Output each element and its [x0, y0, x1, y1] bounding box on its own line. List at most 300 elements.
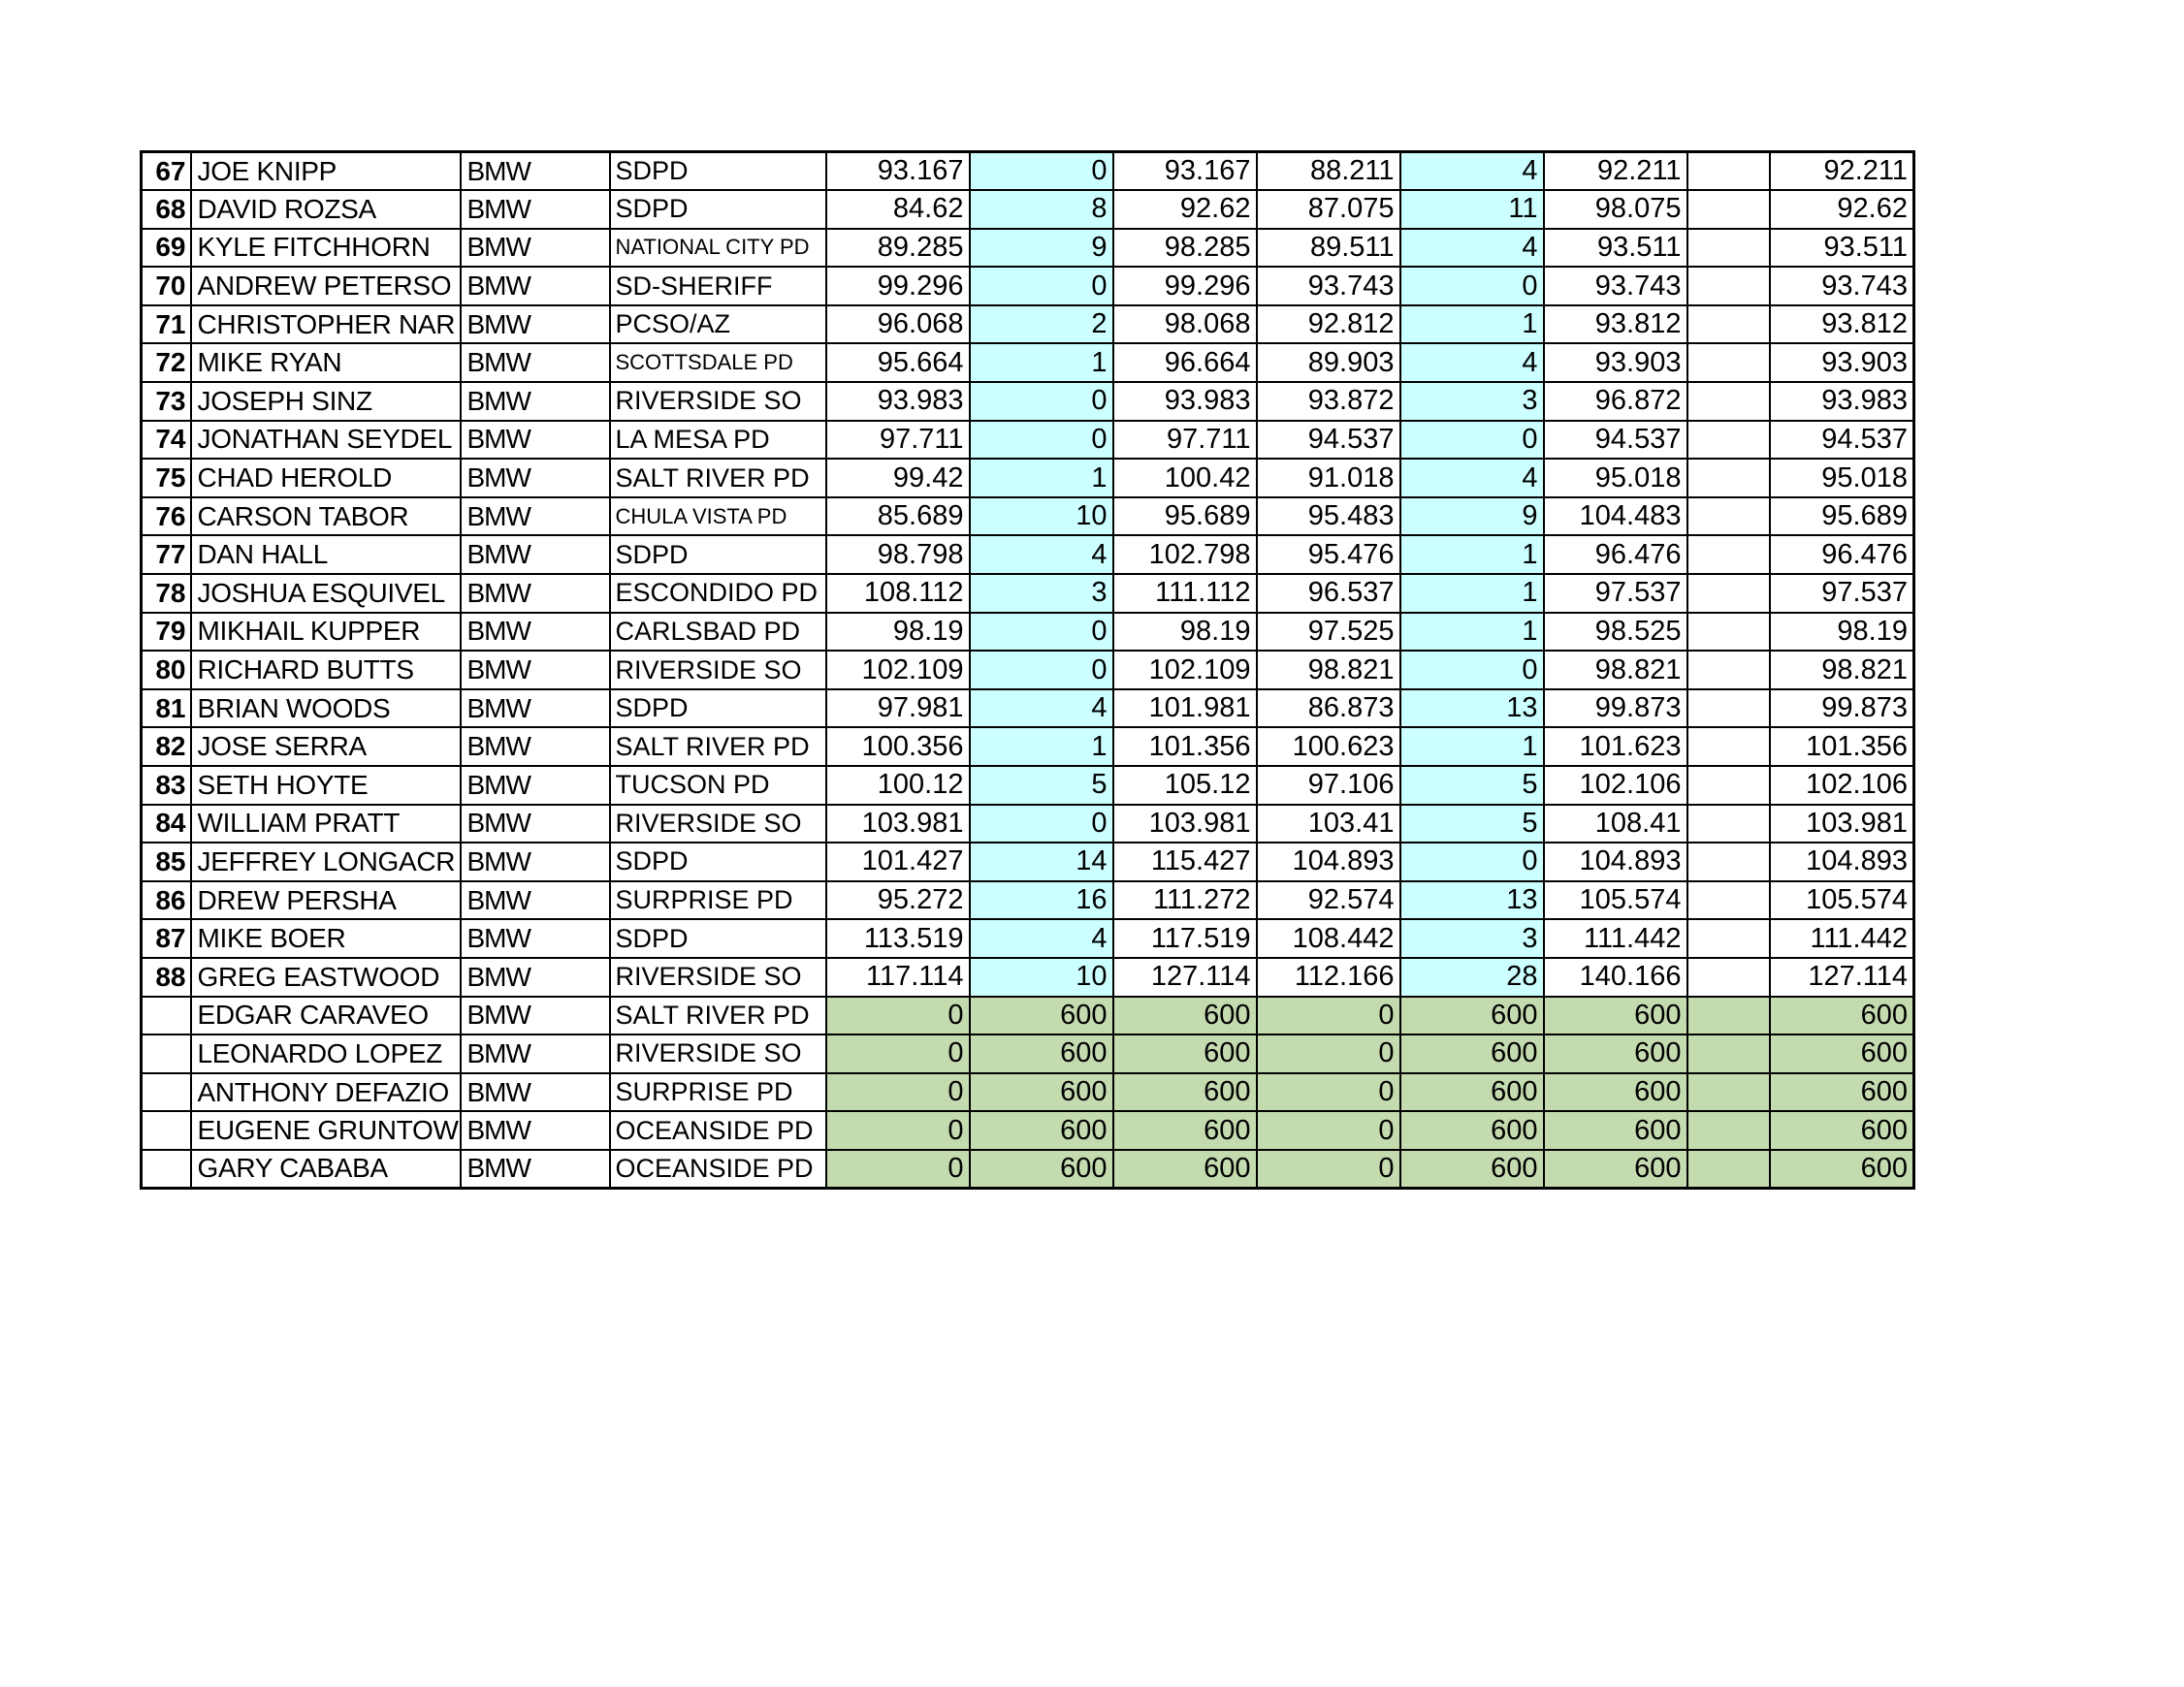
run2-time-cell: 89.511 — [1257, 229, 1400, 268]
motorcycle-make-cell: BMW — [461, 459, 610, 497]
run2-penalty-cell: 600 — [1400, 997, 1544, 1035]
run1-penalty-cell: 16 — [970, 881, 1113, 920]
run2-time-cell: 89.903 — [1257, 343, 1400, 382]
blank-cell — [1687, 267, 1770, 305]
agency-cell: SCOTTSDALE PD — [610, 343, 826, 382]
run1-total-cell: 111.112 — [1113, 574, 1257, 613]
run1-time-cell: 85.689 — [826, 497, 970, 536]
rider-name-cell: CHAD HEROLD — [191, 459, 461, 497]
rank-cell: 81 — [142, 689, 191, 728]
run1-time-cell: 98.798 — [826, 535, 970, 574]
table-row — [142, 651, 1914, 689]
run1-time-cell: 98.19 — [826, 613, 970, 652]
table-row — [142, 152, 1914, 191]
run1-time-cell: 95.272 — [826, 881, 970, 920]
results-table-body — [142, 152, 1914, 1189]
run2-time-cell: 0 — [1257, 1034, 1400, 1073]
run1-total-cell: 117.519 — [1113, 919, 1257, 958]
agency-cell: TUCSON PD — [610, 766, 826, 805]
run1-total-cell: 95.689 — [1113, 497, 1257, 536]
motorcycle-make-cell: BMW — [461, 574, 610, 613]
run1-time-cell: 84.62 — [826, 190, 970, 229]
run1-total-cell: 105.12 — [1113, 766, 1257, 805]
agency-cell: SALT RIVER PD — [610, 727, 826, 766]
motorcycle-make-cell: BMW — [461, 805, 610, 844]
run1-time-cell: 101.427 — [826, 843, 970, 881]
run1-time-cell: 97.981 — [826, 689, 970, 728]
blank-cell — [1687, 535, 1770, 574]
run2-time-cell: 87.075 — [1257, 190, 1400, 229]
rank-cell: 83 — [142, 766, 191, 805]
best-time-cell: 102.106 — [1770, 766, 1914, 805]
best-time-cell: 92.62 — [1770, 190, 1914, 229]
agency-cell: RIVERSIDE SO — [610, 651, 826, 689]
run2-penalty-cell: 0 — [1400, 421, 1544, 460]
blank-cell — [1687, 613, 1770, 652]
table-row — [142, 305, 1914, 344]
run2-time-cell: 95.483 — [1257, 497, 1400, 536]
motorcycle-make-cell: BMW — [461, 305, 610, 344]
run1-total-cell: 98.19 — [1113, 613, 1257, 652]
run1-time-cell: 96.068 — [826, 305, 970, 344]
motorcycle-make-cell: BMW — [461, 843, 610, 881]
run2-penalty-cell: 600 — [1400, 1073, 1544, 1112]
run1-penalty-cell: 0 — [970, 152, 1113, 191]
rider-name-cell: ANTHONY DEFAZIO — [191, 1073, 461, 1112]
run1-time-cell: 93.983 — [826, 382, 970, 421]
run1-total-cell: 98.285 — [1113, 229, 1257, 268]
motorcycle-make-cell: BMW — [461, 421, 610, 460]
best-time-cell: 127.114 — [1770, 958, 1914, 997]
run1-penalty-cell: 600 — [970, 1073, 1113, 1112]
run2-total-cell: 95.018 — [1544, 459, 1687, 497]
rank-cell: 78 — [142, 574, 191, 613]
agency-cell: RIVERSIDE SO — [610, 1034, 826, 1073]
run1-time-cell: 103.981 — [826, 805, 970, 844]
run2-penalty-cell: 600 — [1400, 1034, 1544, 1073]
rank-cell: 73 — [142, 382, 191, 421]
motorcycle-make-cell: BMW — [461, 1073, 610, 1112]
table-row — [142, 459, 1914, 497]
run2-time-cell: 0 — [1257, 1073, 1400, 1112]
rider-name-cell: CHRISTOPHER NAR — [191, 305, 461, 344]
run2-time-cell: 93.872 — [1257, 382, 1400, 421]
blank-cell — [1687, 958, 1770, 997]
agency-cell: SURPRISE PD — [610, 881, 826, 920]
run1-penalty-cell: 0 — [970, 651, 1113, 689]
run2-time-cell: 97.106 — [1257, 766, 1400, 805]
run1-total-cell: 93.167 — [1113, 152, 1257, 191]
run2-penalty-cell: 1 — [1400, 727, 1544, 766]
run1-total-cell: 600 — [1113, 1073, 1257, 1112]
agency-cell: RIVERSIDE SO — [610, 958, 826, 997]
rider-name-cell: JEFFREY LONGACR — [191, 843, 461, 881]
run2-penalty-cell: 9 — [1400, 497, 1544, 536]
agency-cell: RIVERSIDE SO — [610, 382, 826, 421]
motorcycle-make-cell: BMW — [461, 152, 610, 191]
blank-cell — [1687, 459, 1770, 497]
table-row — [142, 613, 1914, 652]
run1-penalty-cell: 10 — [970, 958, 1113, 997]
rider-name-cell: CARSON TABOR — [191, 497, 461, 536]
motorcycle-make-cell: BMW — [461, 1150, 610, 1189]
run2-time-cell: 88.211 — [1257, 152, 1400, 191]
run2-penalty-cell: 1 — [1400, 613, 1544, 652]
agency-cell: SD-SHERIFF — [610, 267, 826, 305]
run2-time-cell: 98.821 — [1257, 651, 1400, 689]
best-time-cell: 99.873 — [1770, 689, 1914, 728]
run2-penalty-cell: 4 — [1400, 459, 1544, 497]
rider-name-cell: EDGAR CARAVEO — [191, 997, 461, 1035]
run1-penalty-cell: 1 — [970, 727, 1113, 766]
run2-total-cell: 108.41 — [1544, 805, 1687, 844]
run2-total-cell: 92.211 — [1544, 152, 1687, 191]
run1-penalty-cell: 4 — [970, 919, 1113, 958]
run1-penalty-cell: 5 — [970, 766, 1113, 805]
rank-cell — [142, 997, 191, 1035]
blank-cell — [1687, 727, 1770, 766]
run1-time-cell: 0 — [826, 997, 970, 1035]
run1-time-cell: 99.42 — [826, 459, 970, 497]
best-time-cell: 101.356 — [1770, 727, 1914, 766]
best-time-cell: 93.903 — [1770, 343, 1914, 382]
run2-total-cell: 96.872 — [1544, 382, 1687, 421]
rider-name-cell: ANDREW PETERSO — [191, 267, 461, 305]
run2-penalty-cell: 4 — [1400, 343, 1544, 382]
table-row — [142, 1073, 1914, 1112]
rider-name-cell: SETH HOYTE — [191, 766, 461, 805]
run2-penalty-cell: 5 — [1400, 805, 1544, 844]
blank-cell — [1687, 1150, 1770, 1189]
motorcycle-make-cell: BMW — [461, 689, 610, 728]
blank-cell — [1687, 152, 1770, 191]
run2-total-cell: 93.903 — [1544, 343, 1687, 382]
run2-penalty-cell: 0 — [1400, 843, 1544, 881]
rider-name-cell: JONATHAN SEYDEL — [191, 421, 461, 460]
run2-penalty-cell: 13 — [1400, 689, 1544, 728]
rider-name-cell: MIKHAIL KUPPER — [191, 613, 461, 652]
rank-cell: 68 — [142, 190, 191, 229]
run2-time-cell: 94.537 — [1257, 421, 1400, 460]
run1-total-cell: 93.983 — [1113, 382, 1257, 421]
table-row — [142, 421, 1914, 460]
run2-penalty-cell: 28 — [1400, 958, 1544, 997]
run1-time-cell: 0 — [826, 1111, 970, 1150]
best-time-cell: 104.893 — [1770, 843, 1914, 881]
best-time-cell: 103.981 — [1770, 805, 1914, 844]
table-row — [142, 1111, 1914, 1150]
rank-cell: 77 — [142, 535, 191, 574]
motorcycle-make-cell: BMW — [461, 267, 610, 305]
blank-cell — [1687, 305, 1770, 344]
rider-name-cell: DREW PERSHA — [191, 881, 461, 920]
run2-penalty-cell: 600 — [1400, 1150, 1544, 1189]
run2-total-cell: 94.537 — [1544, 421, 1687, 460]
run2-total-cell: 600 — [1544, 1034, 1687, 1073]
blank-cell — [1687, 1111, 1770, 1150]
run1-total-cell: 115.427 — [1113, 843, 1257, 881]
run1-total-cell: 101.981 — [1113, 689, 1257, 728]
run1-time-cell: 93.167 — [826, 152, 970, 191]
run1-penalty-cell: 2 — [970, 305, 1113, 344]
blank-cell — [1687, 574, 1770, 613]
run1-time-cell: 95.664 — [826, 343, 970, 382]
run1-total-cell: 92.62 — [1113, 190, 1257, 229]
run1-penalty-cell: 0 — [970, 267, 1113, 305]
best-time-cell: 92.211 — [1770, 152, 1914, 191]
rank-cell — [142, 1150, 191, 1189]
run2-penalty-cell: 600 — [1400, 1111, 1544, 1150]
run2-penalty-cell: 1 — [1400, 535, 1544, 574]
rank-cell: 69 — [142, 229, 191, 268]
run2-penalty-cell: 1 — [1400, 305, 1544, 344]
rank-cell — [142, 1034, 191, 1073]
run1-time-cell: 100.12 — [826, 766, 970, 805]
run2-total-cell: 140.166 — [1544, 958, 1687, 997]
run1-total-cell: 99.296 — [1113, 267, 1257, 305]
motorcycle-make-cell: BMW — [461, 997, 610, 1035]
rider-name-cell: BRIAN WOODS — [191, 689, 461, 728]
rank-cell: 85 — [142, 843, 191, 881]
run1-penalty-cell: 0 — [970, 421, 1113, 460]
run1-time-cell: 99.296 — [826, 267, 970, 305]
best-time-cell: 600 — [1770, 1073, 1914, 1112]
run2-penalty-cell: 0 — [1400, 267, 1544, 305]
best-time-cell: 600 — [1770, 997, 1914, 1035]
table-row — [142, 190, 1914, 229]
rank-cell: 75 — [142, 459, 191, 497]
run1-time-cell: 0 — [826, 1150, 970, 1189]
run1-penalty-cell: 3 — [970, 574, 1113, 613]
run2-time-cell: 97.525 — [1257, 613, 1400, 652]
motorcycle-make-cell: BMW — [461, 727, 610, 766]
table-row — [142, 267, 1914, 305]
run1-total-cell: 101.356 — [1113, 727, 1257, 766]
run2-total-cell: 97.537 — [1544, 574, 1687, 613]
motorcycle-make-cell: BMW — [461, 229, 610, 268]
run1-total-cell: 103.981 — [1113, 805, 1257, 844]
blank-cell — [1687, 421, 1770, 460]
run1-time-cell: 100.356 — [826, 727, 970, 766]
run1-total-cell: 600 — [1113, 1111, 1257, 1150]
rider-name-cell: JOSHUA ESQUIVEL — [191, 574, 461, 613]
blank-cell — [1687, 805, 1770, 844]
table-row — [142, 574, 1914, 613]
run1-penalty-cell: 0 — [970, 805, 1113, 844]
run1-penalty-cell: 600 — [970, 1111, 1113, 1150]
rank-cell: 70 — [142, 267, 191, 305]
best-time-cell: 93.743 — [1770, 267, 1914, 305]
run2-time-cell: 104.893 — [1257, 843, 1400, 881]
best-time-cell: 93.812 — [1770, 305, 1914, 344]
run1-time-cell: 102.109 — [826, 651, 970, 689]
best-time-cell: 600 — [1770, 1150, 1914, 1189]
agency-cell: NATIONAL CITY PD — [610, 229, 826, 268]
rank-cell: 87 — [142, 919, 191, 958]
rider-name-cell: JOE KNIPP — [191, 152, 461, 191]
rank-cell: 79 — [142, 613, 191, 652]
run2-total-cell: 93.743 — [1544, 267, 1687, 305]
results-table — [140, 150, 1915, 1190]
run2-time-cell: 93.743 — [1257, 267, 1400, 305]
rank-cell: 86 — [142, 881, 191, 920]
motorcycle-make-cell: BMW — [461, 1111, 610, 1150]
best-time-cell: 94.537 — [1770, 421, 1914, 460]
rank-cell: 74 — [142, 421, 191, 460]
motorcycle-make-cell: BMW — [461, 651, 610, 689]
run1-time-cell: 117.114 — [826, 958, 970, 997]
table-row — [142, 1034, 1914, 1073]
run2-total-cell: 600 — [1544, 997, 1687, 1035]
agency-cell: CARLSBAD PD — [610, 613, 826, 652]
run2-time-cell: 112.166 — [1257, 958, 1400, 997]
blank-cell — [1687, 919, 1770, 958]
agency-cell: LA MESA PD — [610, 421, 826, 460]
run2-total-cell: 98.821 — [1544, 651, 1687, 689]
run2-penalty-cell: 11 — [1400, 190, 1544, 229]
run1-total-cell: 111.272 — [1113, 881, 1257, 920]
run1-time-cell: 89.285 — [826, 229, 970, 268]
blank-cell — [1687, 766, 1770, 805]
run1-penalty-cell: 1 — [970, 459, 1113, 497]
run2-time-cell: 103.41 — [1257, 805, 1400, 844]
run2-total-cell: 600 — [1544, 1073, 1687, 1112]
blank-cell — [1687, 190, 1770, 229]
run2-total-cell: 101.623 — [1544, 727, 1687, 766]
run2-penalty-cell: 13 — [1400, 881, 1544, 920]
motorcycle-make-cell: BMW — [461, 881, 610, 920]
table-row — [142, 535, 1914, 574]
table-row — [142, 727, 1914, 766]
motorcycle-make-cell: BMW — [461, 343, 610, 382]
rank-cell: 80 — [142, 651, 191, 689]
run2-time-cell: 96.537 — [1257, 574, 1400, 613]
blank-cell — [1687, 229, 1770, 268]
rank-cell: 76 — [142, 497, 191, 536]
run2-time-cell: 0 — [1257, 1150, 1400, 1189]
rider-name-cell: DAN HALL — [191, 535, 461, 574]
run2-time-cell: 0 — [1257, 1111, 1400, 1150]
table-row — [142, 766, 1914, 805]
run2-time-cell: 86.873 — [1257, 689, 1400, 728]
run1-time-cell: 0 — [826, 1073, 970, 1112]
motorcycle-make-cell: BMW — [461, 190, 610, 229]
run2-penalty-cell: 3 — [1400, 919, 1544, 958]
blank-cell — [1687, 1073, 1770, 1112]
best-time-cell: 105.574 — [1770, 881, 1914, 920]
run1-total-cell: 96.664 — [1113, 343, 1257, 382]
rank-cell: 72 — [142, 343, 191, 382]
run2-time-cell: 100.623 — [1257, 727, 1400, 766]
table-row — [142, 997, 1914, 1035]
rank-cell — [142, 1111, 191, 1150]
run2-total-cell: 600 — [1544, 1150, 1687, 1189]
agency-cell: OCEANSIDE PD — [610, 1111, 826, 1150]
run2-penalty-cell: 4 — [1400, 152, 1544, 191]
table-row — [142, 958, 1914, 997]
motorcycle-make-cell: BMW — [461, 382, 610, 421]
run1-total-cell: 600 — [1113, 997, 1257, 1035]
table-row — [142, 689, 1914, 728]
agency-cell: SURPRISE PD — [610, 1073, 826, 1112]
rider-name-cell: EUGENE GRUNTOW — [191, 1111, 461, 1150]
run2-time-cell: 0 — [1257, 997, 1400, 1035]
run2-total-cell: 99.873 — [1544, 689, 1687, 728]
best-time-cell: 96.476 — [1770, 535, 1914, 574]
run1-penalty-cell: 0 — [970, 382, 1113, 421]
run1-penalty-cell: 600 — [970, 1034, 1113, 1073]
run2-total-cell: 98.525 — [1544, 613, 1687, 652]
rider-name-cell: JOSE SERRA — [191, 727, 461, 766]
run1-time-cell: 113.519 — [826, 919, 970, 958]
run1-penalty-cell: 10 — [970, 497, 1113, 536]
run1-total-cell: 98.068 — [1113, 305, 1257, 344]
best-time-cell: 95.689 — [1770, 497, 1914, 536]
run1-penalty-cell: 9 — [970, 229, 1113, 268]
motorcycle-make-cell: BMW — [461, 766, 610, 805]
table-row — [142, 343, 1914, 382]
table-row — [142, 805, 1914, 844]
blank-cell — [1687, 382, 1770, 421]
run2-time-cell: 92.812 — [1257, 305, 1400, 344]
run2-penalty-cell: 5 — [1400, 766, 1544, 805]
blank-cell — [1687, 1034, 1770, 1073]
best-time-cell: 600 — [1770, 1111, 1914, 1150]
rider-name-cell: DAVID ROZSA — [191, 190, 461, 229]
run2-penalty-cell: 3 — [1400, 382, 1544, 421]
run1-total-cell: 102.109 — [1113, 651, 1257, 689]
run1-total-cell: 102.798 — [1113, 535, 1257, 574]
run1-time-cell: 97.711 — [826, 421, 970, 460]
run1-penalty-cell: 0 — [970, 613, 1113, 652]
run2-total-cell: 102.106 — [1544, 766, 1687, 805]
run1-total-cell: 127.114 — [1113, 958, 1257, 997]
rider-name-cell: KYLE FITCHHORN — [191, 229, 461, 268]
rank-cell: 88 — [142, 958, 191, 997]
rider-name-cell: LEONARDO LOPEZ — [191, 1034, 461, 1073]
run2-penalty-cell: 1 — [1400, 574, 1544, 613]
run1-total-cell: 600 — [1113, 1150, 1257, 1189]
rider-name-cell: WILLIAM PRATT — [191, 805, 461, 844]
run1-penalty-cell: 14 — [970, 843, 1113, 881]
agency-cell: SALT RIVER PD — [610, 997, 826, 1035]
motorcycle-make-cell: BMW — [461, 919, 610, 958]
run2-total-cell: 93.511 — [1544, 229, 1687, 268]
best-time-cell: 95.018 — [1770, 459, 1914, 497]
motorcycle-make-cell: BMW — [461, 497, 610, 536]
run2-penalty-cell: 4 — [1400, 229, 1544, 268]
run2-total-cell: 104.483 — [1544, 497, 1687, 536]
rider-name-cell: JOSEPH SINZ — [191, 382, 461, 421]
blank-cell — [1687, 843, 1770, 881]
run2-total-cell: 105.574 — [1544, 881, 1687, 920]
run1-penalty-cell: 600 — [970, 1150, 1113, 1189]
run2-total-cell: 111.442 — [1544, 919, 1687, 958]
rank-cell: 82 — [142, 727, 191, 766]
agency-cell: ESCONDIDO PD — [610, 574, 826, 613]
run2-time-cell: 95.476 — [1257, 535, 1400, 574]
run1-time-cell: 108.112 — [826, 574, 970, 613]
blank-cell — [1687, 689, 1770, 728]
run1-penalty-cell: 1 — [970, 343, 1113, 382]
blank-cell — [1687, 881, 1770, 920]
rank-cell: 71 — [142, 305, 191, 344]
agency-cell: RIVERSIDE SO — [610, 805, 826, 844]
table-row — [142, 1150, 1914, 1189]
rider-name-cell: MIKE RYAN — [191, 343, 461, 382]
agency-cell: PCSO/AZ — [610, 305, 826, 344]
agency-cell: SDPD — [610, 535, 826, 574]
